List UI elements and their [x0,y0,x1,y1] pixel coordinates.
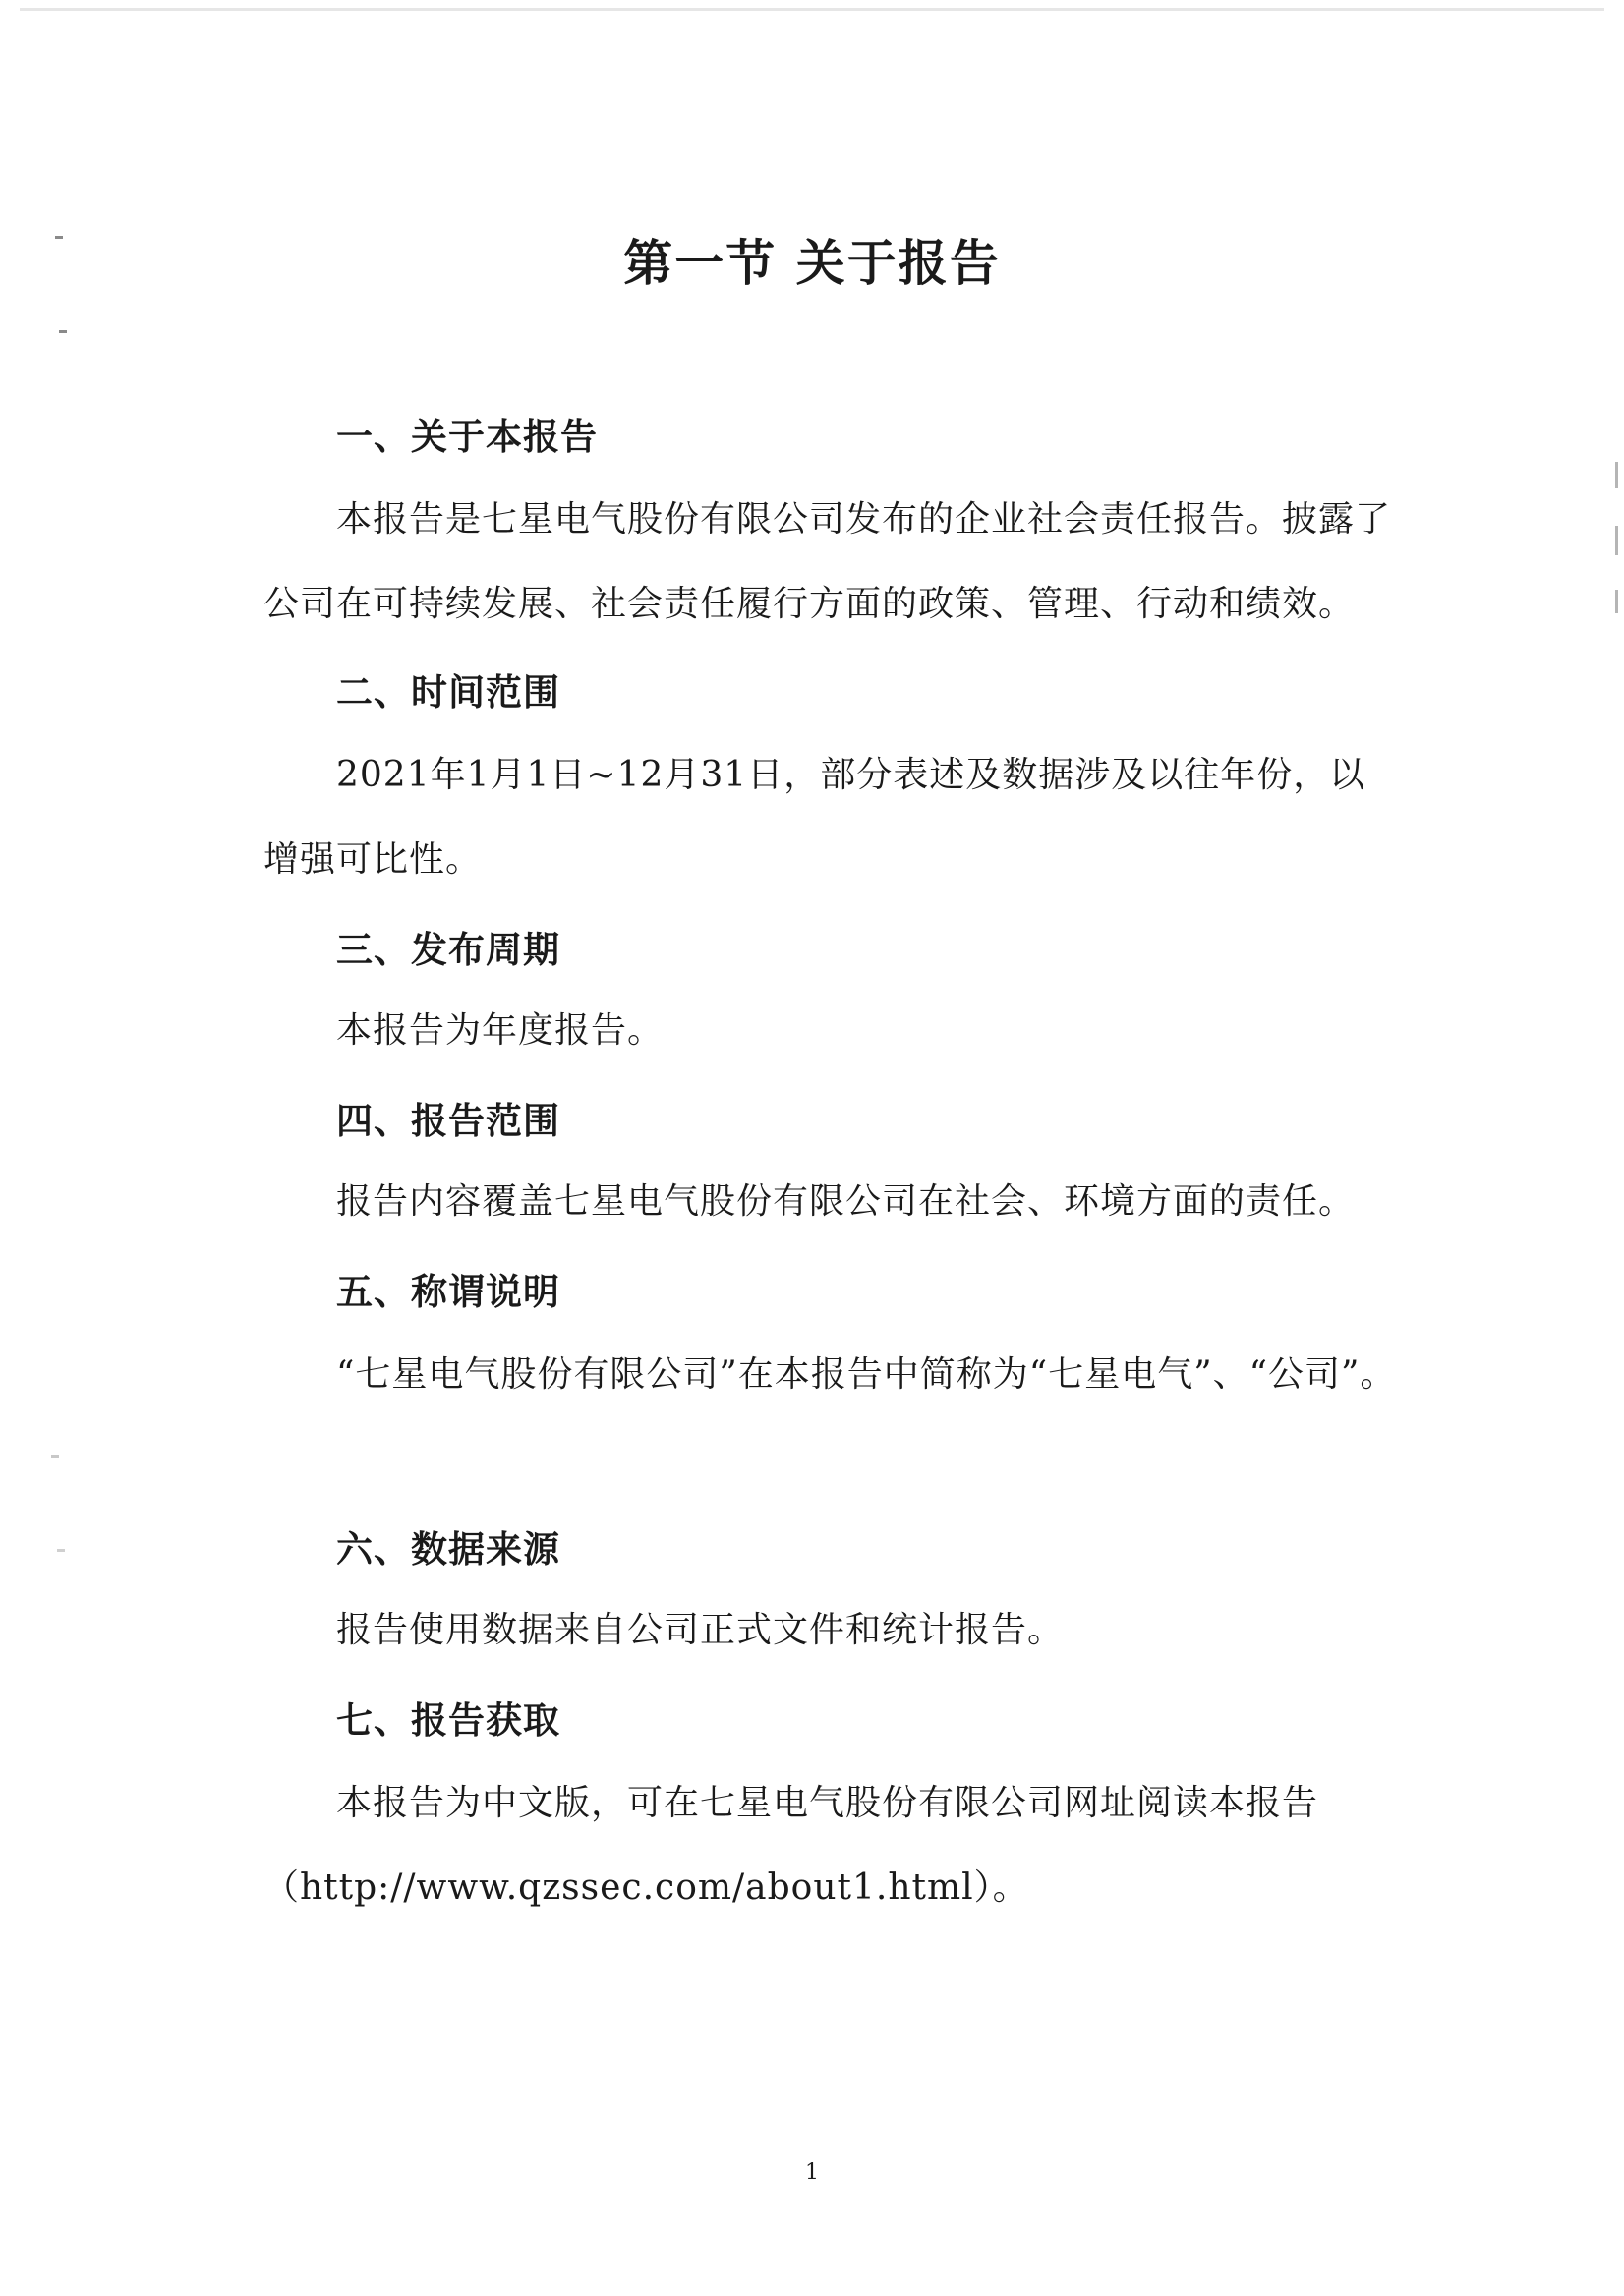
section-body-report-scope: 报告内容覆盖七星电气股份有限公司在社会、环境方面的责任。 [336,1181,1356,1222]
section-body-about-report: 本报告是七星电气股份有限公司发布的企业社会责任报告。披露了公司在可持续发展、社会责任履行方面的政策、管理、行动和绩效。 [263,499,1392,624]
section-heading-report-scope: 四、报告范围 [336,1099,560,1142]
section-heading-release-cycle: 三、发布周期 [336,928,560,971]
scan-artifact [1615,526,1618,555]
scan-artifact [1615,590,1618,613]
section-body-report-access: 本报告为中文版，可在七星电气股份有限公司网址阅读本报告（http://www.qzssec.com/about1.html）。 [263,1783,1319,1908]
section-body-release-cycle: 本报告为年度报告。 [336,1010,665,1051]
scan-artifact [51,1455,59,1458]
section-heading-time-range: 二、时间范围 [336,670,560,714]
section-body-data-source: 报告使用数据来自公司正式文件和统计报告。 [336,1610,1065,1650]
scan-artifact [1615,462,1618,488]
scan-artifact [59,330,67,333]
page-number: 1 [805,2160,819,2185]
scan-edge [20,8,1604,11]
section-heading-data-source: 六、数据来源 [336,1527,560,1571]
section-heading-report-access: 七、报告获取 [336,1698,560,1742]
section-heading-about-report: 一、关于本报告 [336,415,598,458]
scan-artifact [57,1549,65,1552]
page-title: 第一节 关于报告 [623,234,1001,292]
section-body-terminology: “七星电气股份有限公司”在本报告中简称为“七星电气”、“公司”。 [336,1354,1397,1395]
section-body-time-range: 2021年1月1日~12月31日，部分表述及数据涉及以往年份，以增强可比性。 [263,755,1366,880]
section-heading-terminology: 五、称谓说明 [336,1270,560,1313]
